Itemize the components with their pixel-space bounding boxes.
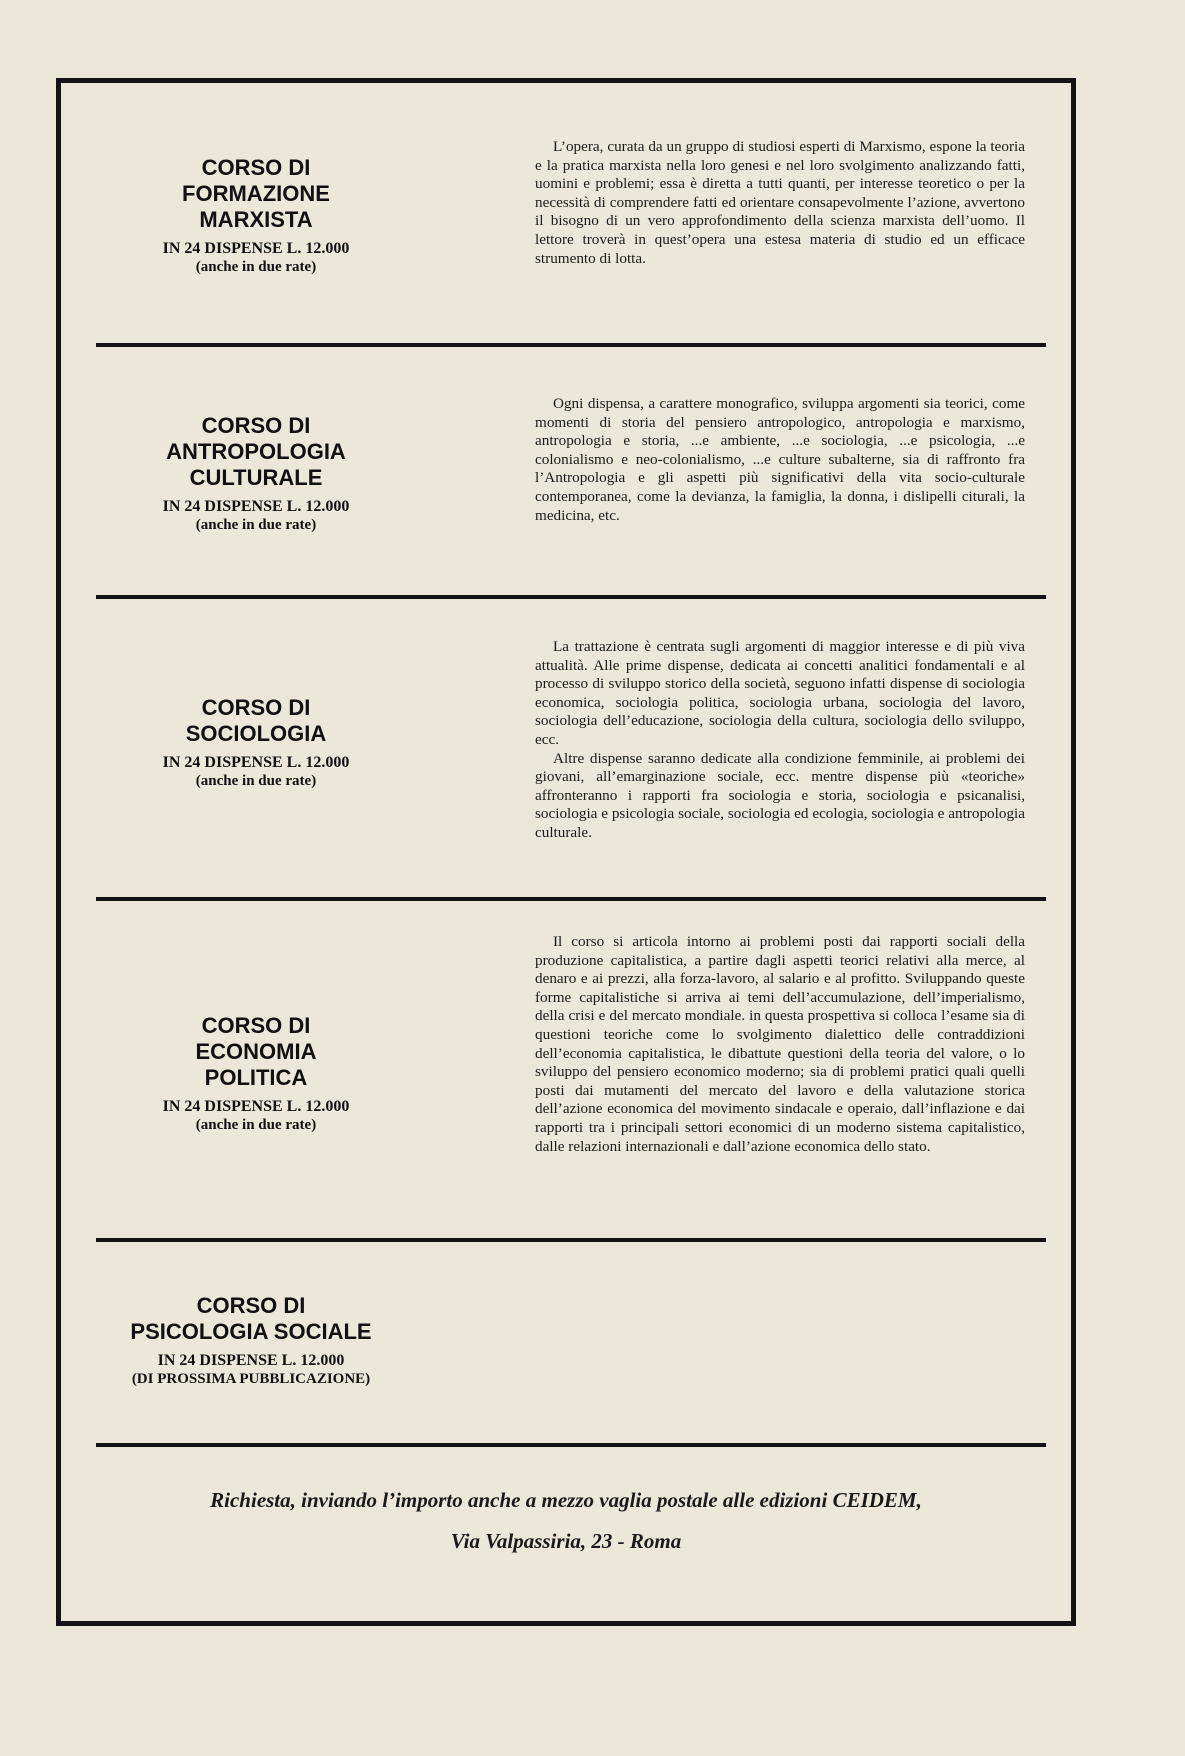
course-description bbox=[535, 638, 1025, 843]
description-paragraph: La trattazione è centrata sugli argomenti di maggior interesse e di più viva attualità. Alle prime dispense, dedicata ai concetti analitici fondamentali e al processo di sviluppo storico della società, seguono infatti dispense di sociologia economica, sociologia politica, sociologia urbana, sociologia del lavoro, sociologia dell’educazione, sociologia della cultura, sociologia dello sviluppo, ecc. bbox=[535, 638, 1025, 748]
section-divider bbox=[96, 343, 1046, 347]
course-note: (anche in due rate) bbox=[195, 1117, 317, 1133]
section-divider bbox=[96, 595, 1046, 599]
course-note: (DI PROSSIMA PUBBLICAZIONE) bbox=[131, 1371, 371, 1387]
course-heading bbox=[61, 155, 451, 277]
section-divider bbox=[96, 1443, 1046, 1447]
course-price: IN 24 DISPENSE L. 12.000 bbox=[162, 240, 350, 257]
description-paragraph: Altre dispense saranno dedicate alla condizione femminile, ai problemi dei giovani, all’emarginazione sociale, ecc. mentre dispense più «teoriche» affronteranno i rapporti fra sociologia e storia, sociologia e psicanalisi, sociologia e psicologia sociale, sociologia ed ecologia, sociologia e antropologia culturale. bbox=[535, 749, 1025, 841]
course-description bbox=[535, 138, 1025, 268]
course-title: CORSO DI FORMAZIONE MARXISTA bbox=[182, 155, 330, 232]
order-line-1: Richiesta, inviando l’importo anche a mezzo vaglia postale alle edizioni CEIDEM, bbox=[210, 1488, 922, 1512]
course-heading bbox=[61, 413, 451, 535]
course-heading bbox=[61, 1013, 451, 1135]
section-divider bbox=[96, 1238, 1046, 1242]
course-note: (anche in due rate) bbox=[195, 259, 317, 275]
section-divider bbox=[96, 897, 1046, 901]
course-title: CORSO DI ECONOMIA POLITICA bbox=[195, 1013, 317, 1090]
order-line-2: Via Valpassiria, 23 - Roma bbox=[450, 1529, 682, 1553]
description-paragraph: L’opera, curata da un gruppo di studiosi esperti di Marxismo, espone la teoria e la pratica marxista nella loro genesi e nel loro svolgimento analizzando fatti, uomini e problemi; essa è diretta a tutti quanti, per interesse teoretico o per la necessità di comprendere fatti ed orientare consapevolmente l’azione, avvertono il bisogno di un vero approfondimento della scienza marxista dell’uomo. Il lettore troverà in quest’opera una estesa materia di studio ed un efficace strumento di lotta. bbox=[535, 138, 1025, 267]
page-frame bbox=[56, 78, 1076, 1626]
course-title: CORSO DI ANTROPOLOGIA CULTURALE bbox=[166, 413, 346, 490]
course-price: IN 24 DISPENSE L. 12.000 bbox=[157, 1352, 345, 1369]
course-price: IN 24 DISPENSE L. 12.000 bbox=[162, 498, 350, 515]
description-paragraph: Il corso si articola intorno ai problemi posti dai rapporti sociali della produzione capitalistica, a partire dagli aspetti teorici relativi alla merce, al denaro e ai prezzi, alla forza-lavoro, al salario e al profitto. Sviluppando queste forme capitalistiche si arriva ai temi dell’accumulazione, dell’imperialismo, della crisi e del mercato mondiale. in questa prospettiva si colloca l’esame sia di questioni teoriche come lo svolgimento dialettico delle contraddizioni dell’economia capitalistica, le dibattute questioni della teoria del valore, o lo sviluppo del pensiero economico moderno; sia di problemi pratici quali quelli posti dai mutamenti del mercato del lavoro e della valutazione storica dell’azione economica del movimento sindacale e operaio, dall’inflazione e dai rapporti tra i principali settori economici di un moderno sistema capitalistico, dalle relazioni internazionali e dall’azione economica dello stato. bbox=[535, 933, 1025, 1155]
course-price: IN 24 DISPENSE L. 12.000 bbox=[162, 754, 350, 771]
course-description bbox=[535, 395, 1025, 525]
course-heading bbox=[61, 1293, 441, 1389]
course-title: CORSO DI SOCIOLOGIA bbox=[185, 695, 327, 746]
course-note: (anche in due rate) bbox=[195, 773, 317, 789]
course-note: (anche in due rate) bbox=[195, 517, 317, 533]
course-description bbox=[535, 933, 1025, 1156]
course-heading bbox=[61, 695, 451, 791]
course-title: CORSO DI PSICOLOGIA SOCIALE bbox=[130, 1293, 372, 1344]
order-info bbox=[61, 1488, 1071, 1554]
description-paragraph: Ogni dispensa, a carattere monografico, sviluppa argomenti sia teorici, come momenti di storia del pensiero antropologico, antropologia e marxismo, antropologia e storia, ...e ambiente, ...e sociologia, ...e psicologia, ...e colonialismo e neo-colonialismo, ...e culture subalterne, sia di raffronto fra l’Antropologia e gli aspetti più significativi della vita socio-culturale contemporanea, come la devianza, la famiglia, la donna, i dislipelli citurali, la medicina, etc. bbox=[535, 395, 1025, 524]
course-price: IN 24 DISPENSE L. 12.000 bbox=[162, 1098, 350, 1115]
